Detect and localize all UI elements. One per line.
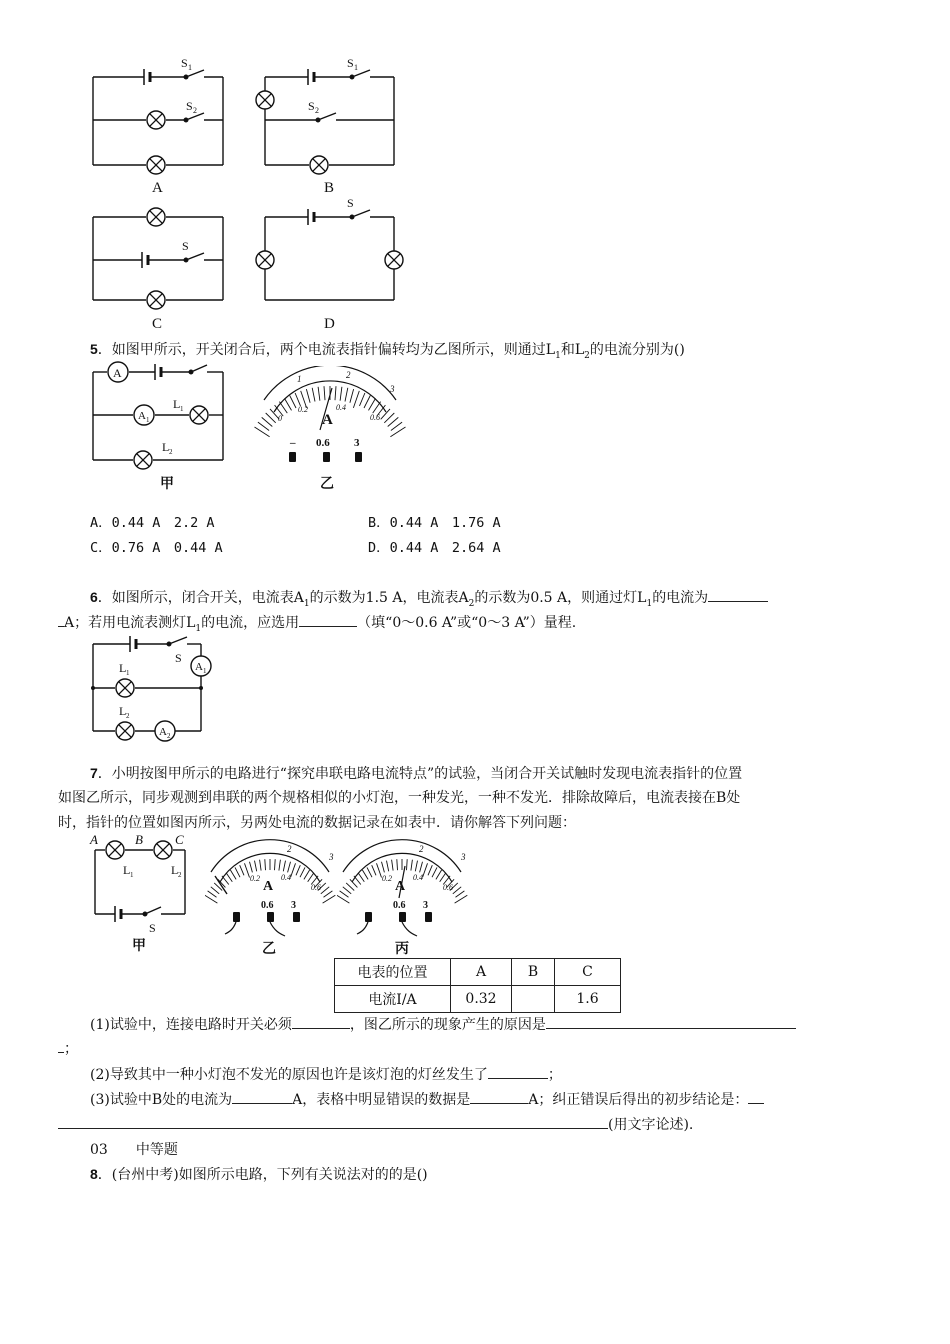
svg-text:2: 2: [287, 844, 292, 854]
dial-tick: [260, 860, 262, 871]
table-row: [335, 959, 621, 986]
dial-tick: [340, 387, 342, 401]
dial-tick: [321, 887, 329, 894]
caption-yi: 乙: [320, 477, 334, 492]
ammeter-unit: A: [395, 879, 406, 894]
answer-blank[interactable]: [470, 1089, 528, 1104]
svg-text:1: 1: [126, 669, 130, 677]
circuit-c: [93, 217, 223, 300]
svg-text:0.6: 0.6: [443, 883, 453, 892]
table-row: [335, 986, 621, 1013]
q7-sub-3: (3)试验中B处的电流为 A，表格中明显错误的数据是 A；纠正错误后得出的初步结论是：: [90, 1089, 764, 1110]
dial-tick: [235, 867, 240, 877]
dial-tick: [306, 389, 310, 403]
dial-tick: [324, 386, 325, 400]
question-number: 6: [90, 589, 98, 605]
terminal-icon: [365, 912, 372, 922]
ammeter-unit: A: [322, 412, 333, 428]
caption-yi: 乙: [262, 942, 276, 957]
caption-jia: 甲: [160, 477, 174, 492]
q7-ammeter-bing: [337, 838, 472, 958]
dial-tick: [211, 887, 219, 894]
section-heading: [90, 1140, 178, 1160]
svg-text:1: 1: [180, 405, 184, 413]
table-header: B: [512, 959, 555, 986]
scale-bottom-label: 0: [278, 414, 282, 423]
svg-text:2: 2: [193, 106, 197, 115]
switch-label: S: [186, 99, 193, 113]
svg-text:1: 1: [130, 871, 134, 879]
switch-label: S: [175, 651, 182, 665]
terminal-icon: [293, 912, 300, 922]
dial-tick: [432, 867, 437, 877]
answer-blank[interactable]: [748, 1089, 764, 1104]
svg-text:0.6: 0.6: [393, 900, 406, 911]
dial-tick: [364, 396, 370, 409]
lamp-l2-label: L: [119, 704, 127, 718]
circuit-b: [265, 69, 394, 165]
dial-tick: [255, 427, 270, 437]
figure-label-b: B: [324, 180, 335, 196]
dial-tick: [255, 861, 257, 872]
q7-sub-3-end: (用文字论述).: [58, 1114, 693, 1135]
q7-sub-1: (1)试验中，连接电路时开关必须 ，图乙所示的现象产生的原因是: [90, 1014, 796, 1035]
figure-label-a: A: [152, 180, 163, 196]
dial-tick: [411, 860, 413, 871]
terminal-icon: [399, 912, 406, 922]
lamp-l1-label: L: [123, 863, 131, 877]
svg-text:2: 2: [169, 448, 173, 456]
svg-text:3: 3: [329, 852, 334, 862]
dial-tick: [353, 391, 359, 408]
dial-tick: [279, 860, 281, 871]
svg-text:3: 3: [423, 900, 428, 911]
svg-text:2: 2: [178, 871, 182, 879]
lamp-icon: [256, 91, 274, 109]
dial-tick: [250, 862, 253, 873]
dial-tick: [283, 861, 285, 872]
lamp-icon: [256, 251, 274, 269]
terminal-label: –: [290, 437, 296, 449]
dial-tick: [312, 388, 315, 402]
lamp-icon: [134, 451, 152, 469]
svg-text:2: 2: [167, 732, 171, 740]
q5-ammeter-yi: [250, 366, 410, 494]
dial-tick: [226, 873, 232, 882]
dial-tick: [436, 870, 442, 879]
answer-blank[interactable]: [232, 1089, 292, 1104]
lamp-icon: [154, 841, 172, 859]
dial-tick: [324, 891, 333, 897]
dial-tick: [275, 859, 276, 870]
lamp-icon: [147, 208, 165, 226]
svg-text:1: 1: [203, 667, 207, 675]
svg-text:2: 2: [126, 712, 130, 720]
dial-tick: [245, 863, 250, 877]
svg-text:3: 3: [461, 852, 466, 862]
table-header: C: [555, 959, 621, 986]
lamp-icon: [106, 841, 124, 859]
lamp-icon: [310, 156, 328, 174]
point-a-label: A: [90, 832, 98, 847]
table-cell: 电流I/A: [335, 986, 451, 1013]
q7-circuit-jia: [85, 830, 195, 955]
dial-tick: [350, 389, 354, 403]
caption-jia: 甲: [132, 939, 146, 954]
ammeter-a1-label: A: [195, 661, 203, 673]
q7-sub-2: (2)导致其中一种小灯泡不发光的原因也许是该灯泡的灯丝发生了 ；: [90, 1064, 562, 1085]
answer-blank[interactable]: [488, 1064, 548, 1079]
table-cell: [512, 986, 555, 1013]
svg-text:1: 1: [146, 416, 150, 424]
q5-stem: 5．如图甲所示，开关闭合后，两个电流表指针偏转均为乙图所示，则通过$L_1$和$L_2$的电流分别为(): [90, 341, 685, 361]
q7-para-line-1: 7．小明按图甲所示的电路进行“探究串联电路电流特点”的试验，当闭合开关试触时发现电流表指针的位置: [90, 765, 743, 782]
dial-tick: [360, 393, 365, 406]
dial-tick: [392, 860, 394, 871]
dial-tick: [358, 873, 364, 882]
ammeter-a2-label: A: [159, 726, 167, 738]
dial-tick: [265, 859, 266, 870]
dial-tick: [345, 388, 348, 402]
section-title: 中等题: [135, 1142, 178, 1158]
point-c-label: C: [175, 832, 184, 847]
dial-tick: [230, 870, 236, 879]
svg-text:2: 2: [419, 844, 424, 854]
scale-top-label: 1: [297, 374, 302, 384]
terminal-icon: [425, 912, 432, 922]
lamp-icon: [147, 291, 165, 309]
answer-blank[interactable]: [292, 1014, 350, 1029]
section-number: 03: [90, 1142, 108, 1158]
terminal-label: 3: [354, 437, 360, 449]
dial-tick: [295, 393, 300, 406]
dial-tick: [335, 386, 336, 400]
q7-para-line-2: 如图乙所示，同步观测到串联的两个规格相似的小灯泡，一种发光，一种不发光．排除故障后，电流表接在B处: [58, 790, 741, 806]
q7-ammeter-yi: [205, 838, 340, 958]
svg-text:0.2: 0.2: [250, 874, 260, 883]
dial-tick: [415, 861, 417, 872]
answer-blank[interactable]: [299, 612, 357, 627]
dial-tick: [308, 873, 314, 882]
dial-tick: [456, 891, 465, 897]
dial-tick: [262, 417, 273, 426]
lamp-icon: [385, 251, 403, 269]
dial-tick: [266, 413, 276, 423]
question-number: 5: [90, 341, 98, 357]
caption-bing: 丙: [395, 942, 409, 957]
switch-label: S: [181, 56, 188, 70]
q6-line-1: 6．如图所示，闭合开关，电流表$A_1$的示数为1.5 A，电流表$A_2$的示数为0.5 A，则通过灯$L_1$的电流为: [90, 587, 768, 614]
dial-tick: [343, 887, 351, 894]
dial-tick: [428, 865, 432, 875]
switch-label: S: [347, 56, 354, 70]
table-header: A: [451, 959, 512, 986]
terminal-icon: [233, 912, 240, 922]
dial-tick: [296, 865, 300, 875]
q6-circuit: [85, 634, 225, 749]
dial-tick: [288, 862, 291, 873]
dial-tick: [390, 427, 405, 437]
dial-tick: [420, 862, 423, 873]
table-cell: 0.32: [451, 986, 512, 1013]
terminal-icon: [289, 452, 296, 462]
dial-tick: [346, 883, 354, 891]
figure-label-d: D: [324, 316, 335, 332]
question-number: 7: [90, 765, 98, 781]
dial-tick: [291, 863, 296, 877]
q7-sub-1-end: ；: [58, 1038, 78, 1059]
ammeter-unit: A: [263, 879, 274, 894]
q7-data-table: [334, 958, 621, 1013]
scale-bottom-label: 0.2: [298, 405, 308, 414]
dial-tick: [391, 422, 402, 430]
dial-tick: [222, 876, 229, 885]
q7-para-line-3: 时，指针的位置如图丙所示，另两处电流的数据记录在如表中．请你解答下列问题：: [58, 815, 576, 831]
lamp-l1-label: L: [119, 661, 127, 675]
dial-tick: [304, 870, 310, 879]
dial-tick: [388, 417, 399, 426]
dial-tick: [367, 867, 372, 877]
dial-tick: [377, 863, 382, 877]
dial-tick: [290, 396, 296, 409]
svg-text:2: 2: [315, 106, 319, 115]
dial-tick: [372, 865, 376, 875]
switch-label: S: [182, 239, 189, 253]
dial-tick: [300, 867, 305, 877]
dial-tick: [423, 863, 428, 877]
table-cell: 1.6: [555, 986, 621, 1013]
dial-tick: [208, 891, 217, 897]
lamp-l2-label: L: [162, 440, 170, 454]
svg-text:1: 1: [188, 63, 192, 72]
dial-tick: [350, 879, 358, 887]
q5-circuit-jia: [85, 358, 235, 493]
q8-stem: 8．(台州中考)如图所示电路，下列有关说法对的的是(): [90, 1166, 428, 1183]
figure-label-c: C: [152, 316, 163, 332]
table-header: 电表的位置: [335, 959, 451, 986]
dial-tick: [440, 873, 446, 882]
answer-blank[interactable]: [546, 1014, 796, 1029]
q5-option-c[interactable]: C．0.76 A 0.44 A: [90, 540, 223, 556]
dial-tick: [384, 413, 394, 423]
scale-top-label: 2: [346, 370, 351, 380]
lamp-icon: [116, 679, 134, 697]
lamp-icon: [147, 156, 165, 174]
lamp-icon: [190, 406, 208, 424]
dial-tick: [240, 865, 244, 875]
lamp-icon: [116, 722, 134, 740]
dial-tick: [279, 402, 287, 414]
switch-label: S: [347, 196, 354, 210]
circuit-d: [265, 209, 394, 300]
scale-bottom-label: 0.6: [370, 413, 380, 422]
dial-tick: [397, 859, 398, 870]
dial-tick: [407, 859, 408, 870]
lamp-l2-label: L: [171, 863, 179, 877]
dial-tick: [318, 387, 320, 401]
scale-top-label: 3: [390, 384, 395, 394]
answer-blank[interactable]: [708, 587, 768, 602]
question-number: 8: [90, 1166, 98, 1182]
answer-blank[interactable]: [58, 1114, 608, 1129]
dial-tick: [382, 862, 385, 873]
terminal-icon: [323, 452, 330, 462]
dial-tick: [354, 876, 361, 885]
terminal-icon: [355, 452, 362, 462]
ammeter-a-label: A: [113, 366, 122, 380]
switch-label: S: [149, 921, 156, 935]
lamp-l1-label: L: [173, 397, 181, 411]
dial-tick: [387, 861, 389, 872]
q5-option-b[interactable]: B．0.44 A 1.76 A: [368, 515, 501, 531]
svg-text:0.4: 0.4: [281, 873, 291, 882]
terminal-icon: [267, 912, 274, 922]
dial-tick: [369, 398, 376, 410]
svg-text:0.6: 0.6: [261, 900, 274, 911]
terminal-label: 0.6: [316, 437, 330, 449]
dial-tick: [258, 422, 269, 430]
q5-option-a[interactable]: A．0.44 A 2.2 A: [90, 515, 215, 531]
dial-tick: [453, 887, 461, 894]
dial-tick: [285, 398, 292, 410]
ammeter-a1-label: A: [138, 410, 146, 422]
q5-option-d[interactable]: D．0.44 A 2.64 A: [368, 540, 501, 556]
svg-text:1: 1: [354, 63, 358, 72]
dial-tick: [340, 891, 349, 897]
q6-line-2: A；若用电流表测灯$L_1$的电流，应选用 （填“0～0.6 A”或“0～3 A”）量程.: [58, 612, 576, 639]
point-b-label: B: [135, 832, 143, 847]
scale-bottom-label: 0.4: [336, 403, 346, 412]
svg-text:0.4: 0.4: [413, 873, 423, 882]
dial-tick: [373, 402, 381, 414]
svg-text:3: 3: [291, 900, 296, 911]
lamp-icon: [147, 111, 165, 129]
circuit-figures-abcd: [80, 55, 420, 340]
svg-text:0.6: 0.6: [311, 883, 321, 892]
svg-text:0.2: 0.2: [382, 874, 392, 883]
dial-tick: [362, 870, 368, 879]
switch-label: S: [308, 99, 315, 113]
